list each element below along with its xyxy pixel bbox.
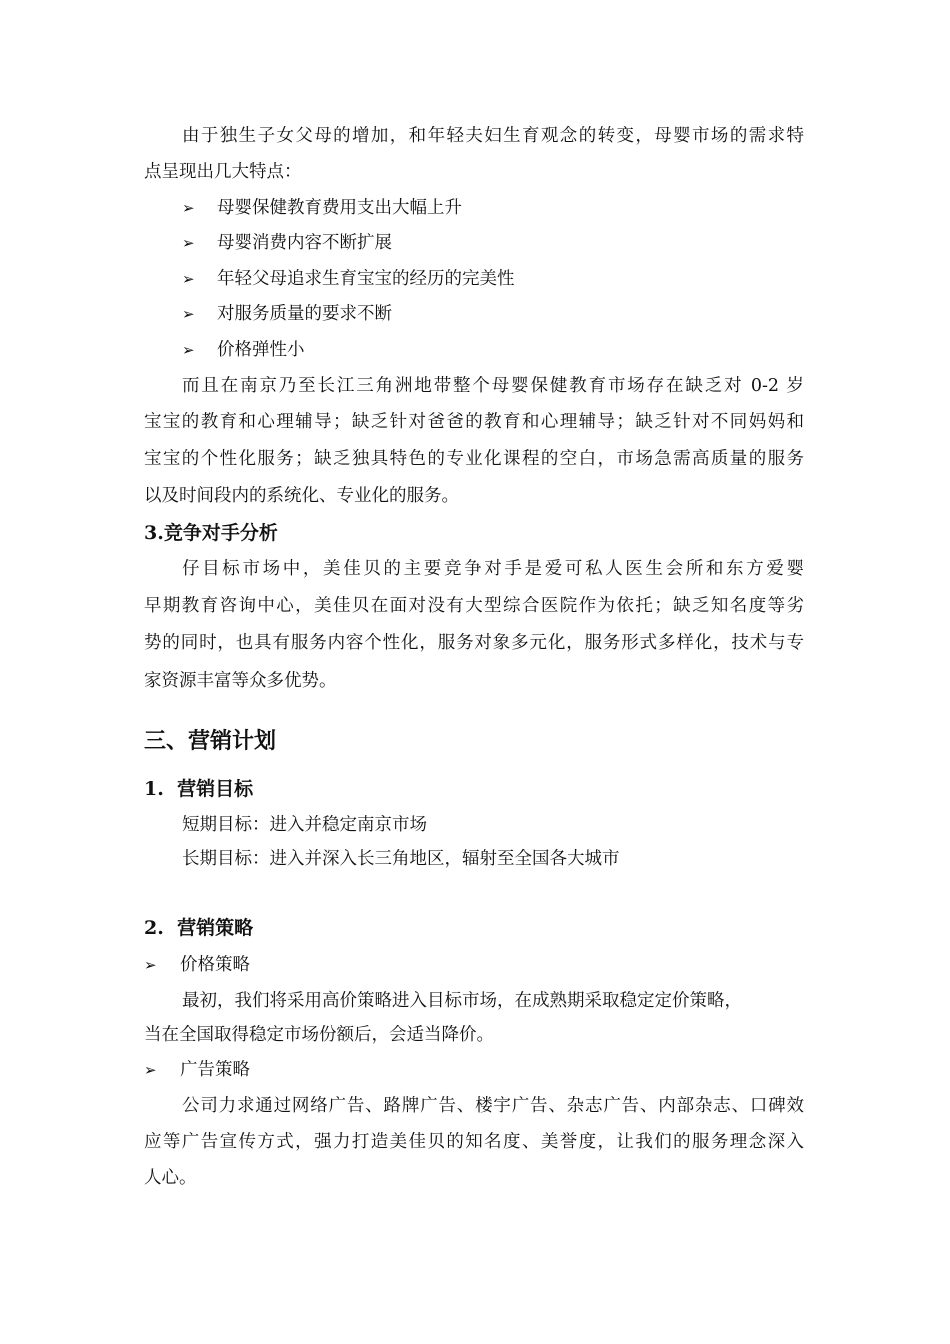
ad-strategy-line-2: 应等广告宣传方式，强力打造美佳贝的知名度、美誉度，让我们的服务理念深入 <box>144 1132 804 1152</box>
competitor-line-1: 仔目标市场中，美佳贝的主要竞争对手是爱可私人医生会所和东方爱婴 <box>182 559 804 579</box>
goals-heading: 1. 营销目标 <box>144 778 254 800</box>
feature-item: 母婴消费内容不断扩展 <box>217 233 392 253</box>
feature-item: 价格弹性小 <box>217 340 305 360</box>
bullet-arrow-icon: ➢ <box>182 341 195 359</box>
section-heading: 三、营销计划 <box>144 728 277 754</box>
ad-strategy-title: 广告策略 <box>180 1060 250 1080</box>
gap-line-1: 而且在南京乃至长江三角洲地带整个母婴保健教育市场存在缺乏对 0-2 岁 <box>182 376 804 396</box>
competitor-line-4: 家资源丰富等众多优势。 <box>144 671 337 691</box>
bullet-arrow-icon: ➢ <box>182 270 195 288</box>
bullet-arrow-icon: ➢ <box>144 1061 157 1079</box>
feature-item: 对服务质量的要求不断 <box>217 304 392 324</box>
bullet-arrow-icon: ➢ <box>144 956 157 974</box>
price-strategy-title: 价格策略 <box>180 955 250 975</box>
long-term-goal: 长期目标：进入并深入长三角地区，辐射至全国各大城市 <box>182 849 620 869</box>
gap-line-2: 宝宝的教育和心理辅导；缺乏针对爸爸的教育和心理辅导；缺乏针对不同妈妈和 <box>144 412 804 432</box>
strategy-heading: 2. 营销策略 <box>144 917 254 939</box>
ad-strategy-line-3: 人心。 <box>144 1168 197 1188</box>
price-strategy-line-2: 当在全国取得稳定市场份额后，会适当降价。 <box>144 1025 494 1045</box>
bullet-arrow-icon: ➢ <box>182 199 195 217</box>
ad-strategy-line-1: 公司力求通过网络广告、路牌广告、楼宇广告、杂志广告、内部杂志、口碑效 <box>182 1096 804 1116</box>
competitor-heading: 3.竞争对手分析 <box>144 522 278 544</box>
intro-line-1: 由于独生子女父母的增加，和年轻夫妇生育观念的转变，母婴市场的需求特 <box>182 126 804 146</box>
feature-item: 母婴保健教育费用支出大幅上升 <box>217 198 462 218</box>
short-term-goal: 短期目标：进入并稳定南京市场 <box>182 815 427 835</box>
feature-item: 年轻父母追求生育宝宝的经历的完美性 <box>217 269 515 289</box>
intro-line-2: 点呈现出几大特点： <box>144 162 302 182</box>
competitor-line-2: 早期教育咨询中心，美佳贝在面对没有大型综合医院作为依托；缺乏知名度等劣 <box>144 596 804 616</box>
bullet-arrow-icon: ➢ <box>182 234 195 252</box>
gap-line-3: 宝宝的个性化服务；缺乏独具特色的专业化课程的空白，市场急需高质量的服务 <box>144 449 804 469</box>
gap-line-4: 以及时间段内的系统化、专业化的服务。 <box>144 486 459 506</box>
price-strategy-line-1: 最初，我们将采用高价策略进入目标市场，在成熟期采取稳定定价策略， <box>182 991 742 1011</box>
bullet-arrow-icon: ➢ <box>182 305 195 323</box>
competitor-line-3: 势的同时，也具有服务内容个性化，服务对象多元化，服务形式多样化，技术与专 <box>144 633 804 653</box>
